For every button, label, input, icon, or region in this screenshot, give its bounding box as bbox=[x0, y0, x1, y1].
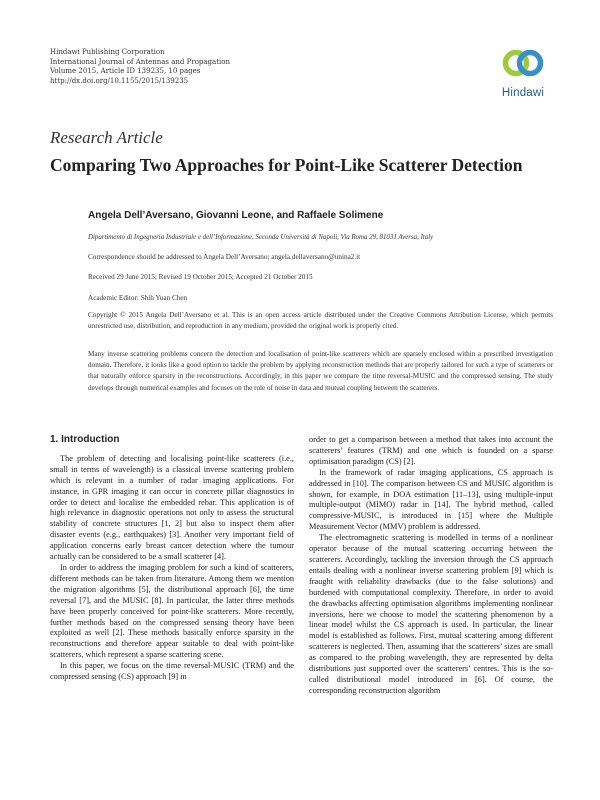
section-heading: 1. Introduction bbox=[50, 434, 120, 445]
paragraph: The electromagnetic scattering is modelled in terms of a nonlinear operator because of the mutual scattering occurring between the scatterers. Accordingly, tackling the inversion through the CS approach entails dealing with a nonlinear inverse scattering problem [9] which is fraught with reliability drawbacks (due to the false solutions) and burdened with computational complexity. Therefore, in order to avoid the drawbacks affecting optimisation algorithms implementing nonlinear inversions, here we choose to model the scattering phenomenon by a linear model whilst the CS approach is used. In particular, the linear model is established as follows. First, mutual scattering among different scatterers is neglected. Then, assuming that the scatterers’ sizes are small as compared to the probing wavelength, they are represented by delta distributions just supported over the scatterers’ centres. This is the so-called distributional model introduced in [6]. Of course, the corresponding reconstruction algorithm bbox=[309, 533, 553, 695]
publisher: Hindawi Publishing Corporation bbox=[50, 48, 165, 56]
paragraph: In the framework of radar imaging applications, CS approach is addressed in [10]. The comparison between CS and MUSIC algorithm is shown, for example, in DOA estimation [11–13], using multiple-input multiple-output (MIMO) radar in [14]. The hybrid method, called compressive-MUSIC, is introduced in [15] where the Multiple Measurement Vector (MMV) problem is addressed. bbox=[309, 467, 553, 532]
logo-text: Hindawi bbox=[501, 87, 545, 99]
article-type: Research Article bbox=[50, 128, 163, 147]
abstract: Many inverse scattering problems concern the detection and localisation of point-like scatterers which are sparsely enclosed within a prescribed investigation domain. Therefore, it looks like a good option to tackle the problem by applying reconstruction methods that are properly tailored for such a type of scatterers or that naturally enforce sparsity in the reconstructions. Accordingly, in this paper we compare the time reversal-MUSIC and the compressed sensing. The study develops through numerical examples and focuses on the role of noise in data and mutual coupling between the scatterers. bbox=[88, 350, 553, 392]
journal-name: International Journal of Antennas and Propagation bbox=[50, 57, 230, 66]
paragraph: The problem of detecting and localising point-like scatterers (i.e., small in terms of wavelength) is a classical inverse scattering problem which is relevant in a number of radar imaging applications. For instance, in GPR imaging it can occur in concrete pillar diagnostics in order to detect and localise the embedded rebar. This application is of high relevance in diagnostic operations not only to assess the structural stability of concrete structures [1, 2] but also to inspect them after disaster events (e.g., earthquakes) [3]. Another very important field of application concerns early breast cancer detection where the tumour actually can be considered to be a small scatterer [4]. bbox=[50, 453, 294, 562]
doi-link[interactable]: http://dx.doi.org/10.1155/2015/139235 bbox=[50, 76, 189, 85]
paragraph: order to get a comparison between a method that takes into account the scatterers’ features (TRM) and one which is founded on a sparse optimisation paradigm (CS) [2]. bbox=[309, 435, 553, 466]
volume-info: Volume 2015, Article ID 139235, 10 pages bbox=[50, 67, 201, 75]
copyright-notice: Copyright © 2015 Angela Dell’Aversano et al. This is an open access article distributed under the Creative Commons Attribution License, which permits unrestricted use, distribution, and reproduction in any medium, provided the original work is properly cited. bbox=[88, 311, 553, 330]
paragraph: In order to address the imaging problem for such a kind of scatterers, different methods can be taken from literature. Among them we mention the migration algorithms [5], the distributional approach [6], the time reversal [7], and the MUSIC [8]. In particular, the latter three methods have been properly conceived for point-like scatterers. More recently, further methods based on the compressed sensing theory have been exploited as well [2]. These methods basically enforce sparsity in the reconstructions and therefore appear suitable to deal with point-like scatterers, which represent a sparse scattering scene. bbox=[50, 562, 294, 660]
hindawi-logo bbox=[493, 44, 553, 99]
authors: Angela Dell’Aversano, Giovanni Leone, and Raffaele Solimene bbox=[88, 210, 384, 221]
journal-meta bbox=[50, 48, 370, 86]
dates: Received 29 June 2015; Revised 19 October 2015; Accepted 21 October 2015 bbox=[88, 273, 313, 281]
paragraph: In this paper, we focus on the time reversal-MUSIC (TRM) and the compressed sensing (CS) approach [9] in bbox=[50, 661, 294, 682]
column-right bbox=[309, 435, 553, 697]
hindawi-logo-icon bbox=[501, 44, 545, 82]
affiliation: Dipartimento di Ingegneria Industriale e dell’Informazione, Seconda Università di Napoli, Via Roma 29, 81031 Aversa, Italy bbox=[88, 234, 434, 241]
academic-editor: Academic Editor: Shih Yuan Chen bbox=[88, 294, 188, 302]
page-title: Comparing Two Approaches for Point-Like Scatterer Detection bbox=[50, 155, 523, 175]
correspondence: Correspondence should be addressed to Angela Dell’Aversano; angela.dellaversano@unina2.it bbox=[88, 253, 361, 261]
column-left bbox=[50, 435, 294, 683]
